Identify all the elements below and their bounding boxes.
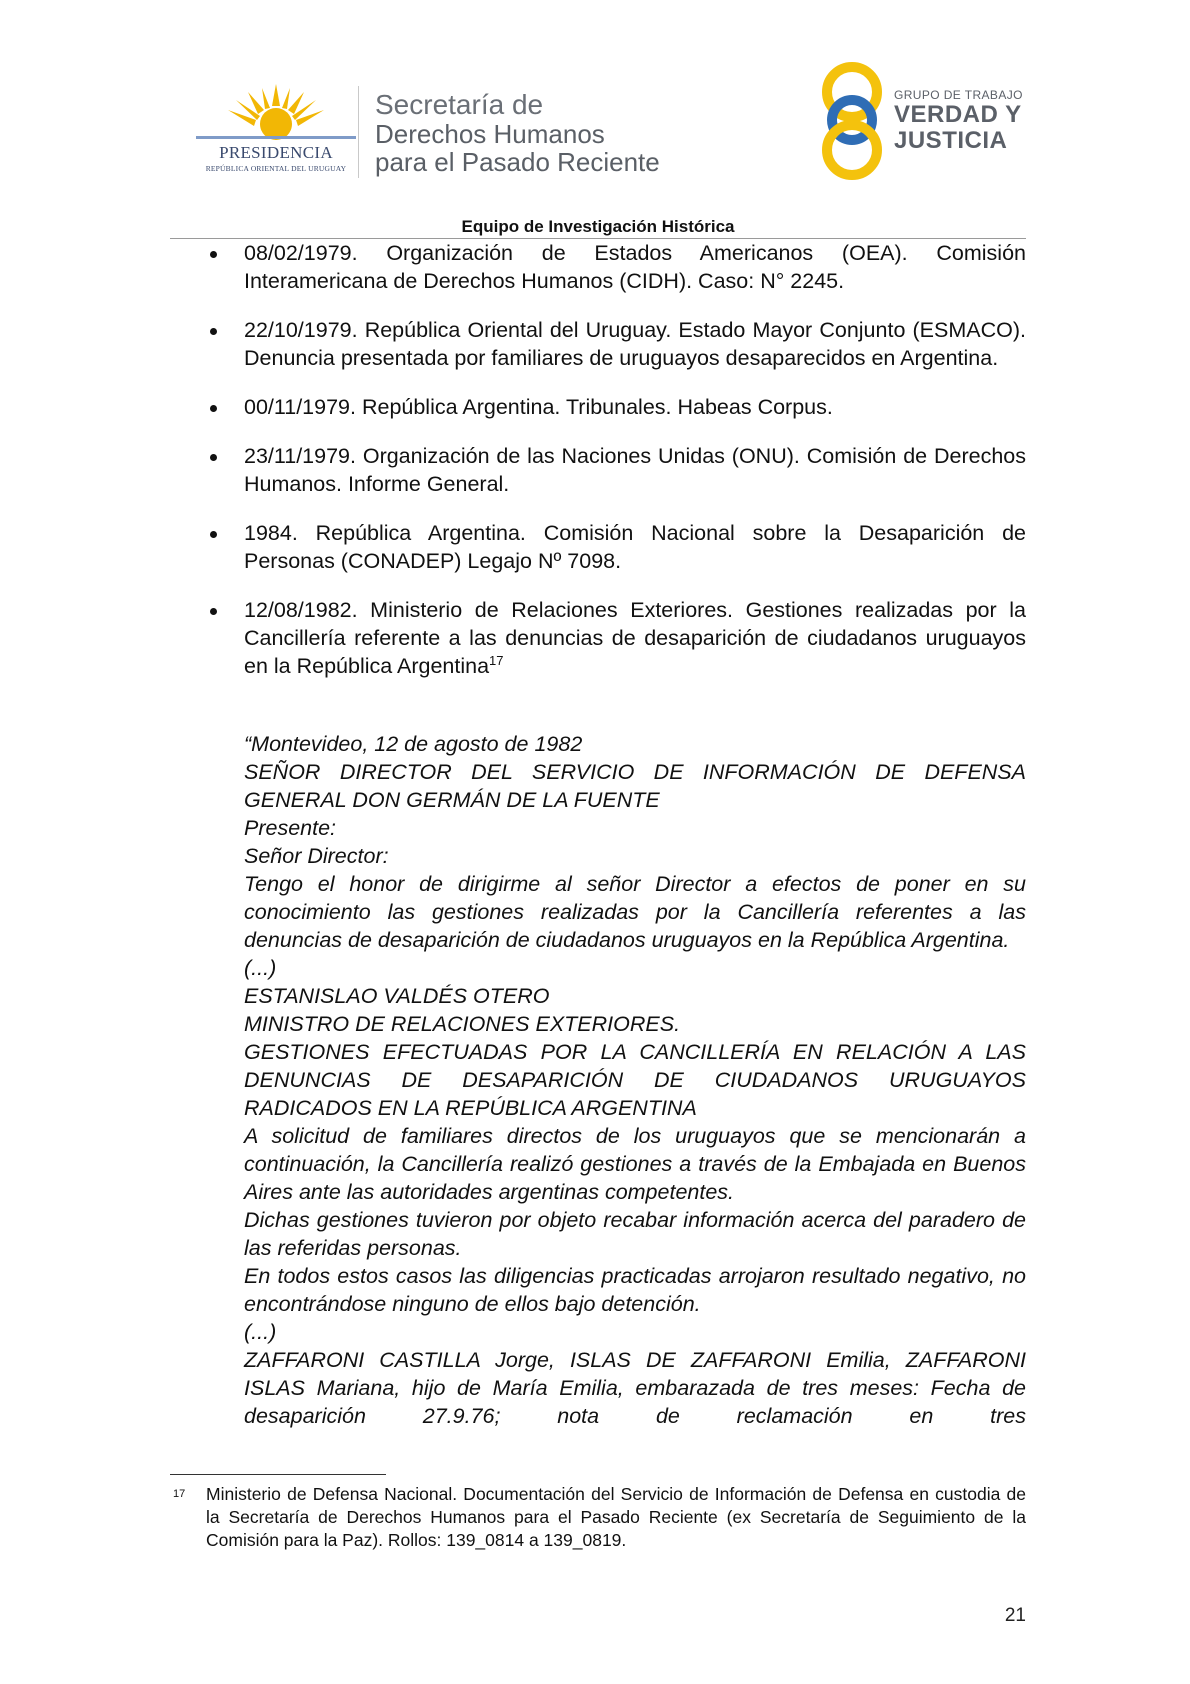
bullet-icon [210, 251, 217, 258]
grupo-trabajo-text [894, 88, 1023, 154]
gtvj-line-3: JUSTICIA [894, 127, 1008, 154]
list-item-text: 08/02/1979. Organización de Estados Americanos (OEA). Comisión Interamericana de Derechos Humanos (CIDH). Caso: N° 2245. [244, 241, 1026, 293]
bullet-icon [210, 328, 217, 335]
bullet-icon [210, 454, 217, 461]
footnote-text: Ministerio de Defensa Nacional. Documentación del Servicio de Información de Defensa en custodia de la Secretaría de Derechos Humanos para el Pasado Reciente (ex Secretaría de Seguimiento de la Comisión para la Paz). Rollos: 139_0814 a 139_0819. [206, 1484, 1026, 1550]
quoted-letter [244, 730, 1026, 1430]
quote-paragraph: En todos estos casos las diligencias practicadas arrojaron resultado negativo, no encontrándose ninguno de ellos bajo detención. [244, 1264, 1026, 1316]
footnote-number: 17 [173, 1488, 186, 1500]
quote-heading: GESTIONES EFECTUADAS POR LA CANCILLERÍA EN RELACIÓN A LAS DENUNCIAS DE DESAPARICIÓN DE CIUDADANOS URUGUAYOS RADICADOS EN LA REPÚBLICA ARGENTINA [244, 1040, 1026, 1120]
quote-addressee: SEÑOR DIRECTOR DEL SERVICIO DE INFORMACIÓN DE DEFENSA GENERAL DON GERMÁN DE LA FUENTE [244, 760, 1026, 812]
gtvj-line-1: GRUPO DE TRABAJO [894, 88, 1023, 102]
quote-signer-name: ESTANISLAO VALDÉS OTERO [244, 984, 550, 1008]
quote-ellipsis: (...) [244, 956, 277, 980]
quote-paragraph: ZAFFARONI CASTILLA Jorge, ISLAS DE ZAFFARONI Emilia, ZAFFARONI ISLAS Mariana, hijo de María Emilia, embarazada de tres meses: Fecha de desaparición 27.9.76; nota de reclamación en tres [244, 1348, 1026, 1428]
secretaria-line-3: para el Pasado Reciente [375, 147, 660, 177]
list-item [207, 393, 1026, 421]
header-divider [358, 86, 359, 178]
list-item-text: 22/10/1979. República Oriental del Uruguay. Estado Mayor Conjunto (ESMACO). Denuncia presentada por familiares de uruguayos desaparecidos en Argentina. [244, 318, 1026, 370]
list-item [207, 316, 1026, 372]
footnote-reference[interactable]: 17 [489, 652, 504, 668]
presidencia-logo [196, 80, 356, 180]
list-item [207, 239, 1026, 295]
section-title: Equipo de Investigación Histórica [461, 217, 735, 236]
sun-icon [196, 80, 356, 142]
quote-date-line: “Montevideo, 12 de agosto de 1982 [244, 732, 583, 756]
list-item [207, 596, 1026, 680]
list-item-text: 00/11/1979. República Argentina. Tribunales. Habeas Corpus. [244, 395, 833, 419]
presidencia-subtitle: REPÚBLICA ORIENTAL DEL URUGUAY [205, 164, 347, 173]
secretaria-logo-text [375, 90, 660, 176]
footnote [170, 1483, 1026, 1552]
page-header [0, 0, 1190, 240]
quote-paragraph: A solicitud de familiares directos de los uruguayos que se mencionarán a continuación, la Cancillería realizó gestiones a través de la Embajada en Buenos Aires ante las autoridades argentinas competentes. [244, 1124, 1026, 1204]
page-number: 21 [1004, 1605, 1026, 1626]
footnote-rule [170, 1474, 386, 1475]
bullet-icon [210, 405, 217, 412]
quote-ellipsis: (...) [244, 1320, 277, 1344]
bullet-list [207, 239, 1026, 701]
gtvj-line-2: VERDAD Y [894, 101, 1022, 128]
quote-presente: Presente: [244, 816, 337, 840]
bullet-icon [210, 531, 217, 538]
list-item-text: 1984. República Argentina. Comisión Nacional sobre la Desaparición de Personas (CONADEP) Legajo Nº 7098. [244, 521, 1026, 573]
list-item-text: 23/11/1979. Organización de las Naciones Unidas (ONU). Comisión de Derechos Humanos. Informe General. [244, 444, 1026, 496]
quote-signer-title: MINISTRO DE RELACIONES EXTERIORES. [244, 1012, 681, 1036]
quote-paragraph: Dichas gestiones tuvieron por objeto recabar información acerca del paradero de las referidas personas. [244, 1208, 1026, 1260]
secretaria-line-1: Secretaría de [375, 89, 544, 120]
list-item [207, 442, 1026, 498]
list-item [207, 519, 1026, 575]
quote-salutation: Señor Director: [244, 844, 389, 868]
presidencia-name: PRESIDENCIA [219, 143, 333, 162]
quote-paragraph: Tengo el honor de dirigirme al señor Director a efectos de poner en su conocimiento las gestiones realizadas por la Cancillería referentes a las denuncias de desaparición de ciudadanos uruguayos en la República Argentina. [244, 872, 1026, 952]
secretaria-line-2: Derechos Humanos [375, 119, 605, 149]
grupo-trabajo-logo [822, 56, 1032, 184]
bullet-icon [210, 608, 217, 615]
rings-icon [822, 56, 892, 184]
list-item-text: 12/08/1982. Ministerio de Relaciones Exteriores. Gestiones realizadas por la Cancillería referente a las denuncias de desaparición de ciudadanos uruguayos en la República Argentina [244, 598, 1026, 678]
